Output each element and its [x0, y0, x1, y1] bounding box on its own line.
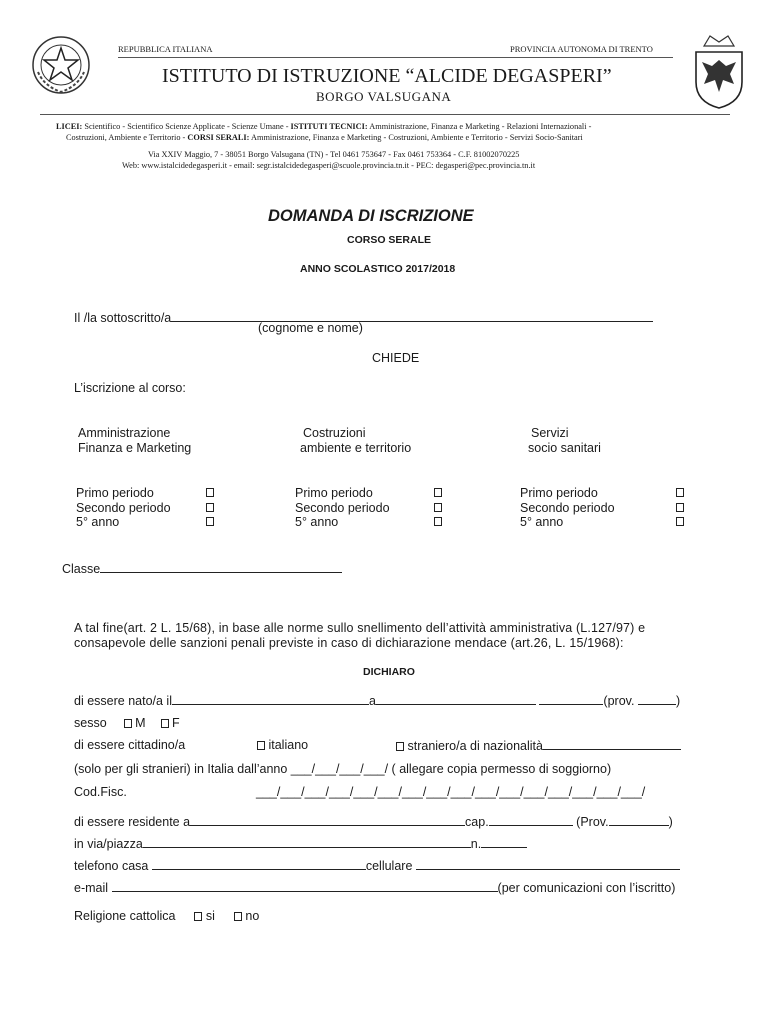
cap-label: cap.	[465, 815, 489, 829]
cf-label: Cod.Fisc.	[74, 785, 127, 799]
residence-label: di essere residente a	[74, 815, 191, 829]
sex-row	[74, 716, 180, 730]
residence-city-field[interactable]	[190, 814, 465, 826]
form-title: DOMANDA DI ISCRIZIONE	[268, 207, 474, 225]
courses-line-1	[56, 122, 591, 131]
tecnici-text: Amministrazione, Finanza e Marketing - Relazioni Internazionali -	[367, 122, 592, 131]
number-label: n.	[470, 837, 482, 851]
checkbox-religion-no[interactable]	[234, 912, 242, 921]
costruzioni-text: Costruzioni, Ambiente e Territorio -	[66, 133, 188, 142]
street-label: in via/piazza	[74, 837, 143, 851]
checkbox-cat-primo[interactable]	[434, 488, 442, 497]
prov2-label: (Prov.	[576, 815, 609, 829]
phone-row	[74, 858, 680, 873]
citizen-label: di essere cittadino/a	[74, 738, 186, 752]
school-year: ANNO SCOLASTICO 2017/2018	[300, 263, 456, 275]
period-cat-1[interactable]: Primo periodo	[295, 486, 373, 500]
religion-no-label: no	[245, 909, 260, 923]
checkbox-sex-m[interactable]	[124, 719, 132, 728]
birth-prov-field[interactable]	[638, 693, 676, 705]
birth-date-field[interactable]	[172, 693, 369, 705]
course-afm	[78, 426, 191, 456]
religion-yes-label: si	[205, 909, 215, 923]
form-subtitle: CORSO SERALE	[347, 234, 432, 246]
header-rule	[40, 114, 730, 115]
declares-label: DICHIARO	[363, 666, 415, 678]
period-sss-3[interactable]: 5° anno	[520, 515, 564, 529]
email-label: e-mail	[74, 881, 109, 895]
course-afm-line2: Finanza e Marketing	[78, 441, 192, 455]
course-cat-line2: ambiente e territorio	[300, 441, 412, 455]
sex-f-label: F	[171, 716, 180, 730]
birth-place-field-2[interactable]	[539, 693, 603, 705]
periods-cat	[295, 486, 390, 530]
purpose-line-1: A tal fine(art. 2 L. 15/68), in base alle norme sullo snellimento dell’attività amministrativa (L.127/97) e	[74, 621, 646, 635]
undersigned-name-field[interactable]	[171, 310, 653, 322]
email-note: (per comunicazioni con l’iscritto)	[497, 881, 676, 895]
checkbox-afm-primo[interactable]	[206, 488, 214, 497]
street-field[interactable]	[143, 836, 471, 848]
italian-label: italiano	[268, 738, 309, 752]
checkbox-sss-secondo[interactable]	[676, 503, 684, 512]
cf-slots[interactable]: ___/___/___/___/___/___/___/___/___/___/___/___/___/___/___/___/	[256, 785, 646, 799]
email-row	[74, 880, 675, 895]
school-town: BORGO VALSUGANA	[316, 89, 452, 104]
checkbox-sss-primo[interactable]	[676, 488, 684, 497]
sex-m-label: M	[135, 716, 146, 730]
street-number-field[interactable]	[481, 836, 527, 848]
class-label: Classe	[62, 562, 101, 576]
course-sss-line1: Servizi	[531, 426, 569, 440]
tecnici-label: ISTITUTI TECNICI:	[290, 122, 368, 131]
course-cat-line1: Costruzioni	[303, 426, 366, 440]
province-crest	[690, 32, 748, 110]
purpose-line-2: consapevole delle sanzioni penali previste in caso di dichiarazione mendace (art.26, L. 15/1968):	[74, 636, 624, 650]
courses-line-2	[66, 133, 583, 142]
course-cat	[300, 426, 411, 456]
sex-label: sesso	[74, 716, 107, 730]
checkbox-afm-quinto[interactable]	[206, 517, 214, 526]
school-name: ISTITUTO DI ISTRUZIONE “ALCIDE DEGASPERI”	[162, 65, 612, 87]
period-afm-1[interactable]: Primo periodo	[76, 486, 154, 500]
school-address: Via XXIV Maggio, 7 - 38051 Borgo Valsugana (TN) - Tel 0461 753647 - Fax 0461 753364 - C.F. 81002070225	[148, 150, 520, 159]
foreign-residence-note: (solo per gli stranieri) in Italia dall’anno ___/___/___/___/ ( allegare copia permesso di soggiorno)	[74, 762, 612, 776]
checkboxes-cat	[434, 486, 442, 530]
checkbox-religion-yes[interactable]	[194, 912, 202, 921]
email-field[interactable]	[112, 880, 498, 892]
checkbox-cat-quinto[interactable]	[434, 517, 442, 526]
religion-label: Religione cattolica	[74, 909, 176, 923]
street-row	[74, 836, 527, 851]
checkbox-sex-f[interactable]	[161, 719, 169, 728]
school-web: Web: www.istalcidedegasperi.it - email: segr.istalcidedegasperi@scuole.provincia.tn.it - PEC: degasperi@pec.provincia.tn.it	[122, 161, 536, 170]
home-phone-label: telefono casa	[74, 859, 149, 873]
header-top-rule	[118, 57, 673, 58]
born-label: di essere nato/a il	[74, 694, 172, 708]
birth-row	[74, 693, 680, 708]
serali-text: Amministrazione, Finanza e Marketing - Costruzioni, Ambiente e Territorio - Servizi Socio-Sanitari	[249, 133, 583, 142]
born-at-label: a	[368, 694, 376, 708]
periods-sss	[520, 486, 615, 530]
licei-text: Scientifico - Scientifico Scienze Applicate - Scienze Umane -	[82, 122, 291, 131]
serali-label: CORSI SERALI:	[187, 133, 250, 142]
course-sss	[528, 426, 601, 456]
religion-row	[74, 909, 259, 923]
birth-place-field[interactable]	[376, 693, 536, 705]
prov-label: (prov.	[603, 694, 635, 708]
mobile-label: cellulare	[365, 859, 413, 873]
class-field[interactable]	[100, 561, 342, 573]
residence-prov-field[interactable]	[609, 814, 669, 826]
enrollment-label: L’iscrizione al corso:	[74, 381, 186, 395]
checkbox-italian[interactable]	[257, 741, 265, 750]
foreign-label: straniero/a di nazionalità	[407, 739, 543, 753]
prov-close: )	[675, 694, 681, 708]
requests-label: CHIEDE	[372, 351, 420, 365]
checkbox-cat-secondo[interactable]	[434, 503, 442, 512]
citizen-foreign	[396, 738, 681, 753]
province-label: PROVINCIA AUTONOMA DI TRENTO	[510, 44, 653, 54]
prov2-close: )	[668, 815, 673, 829]
residence-row	[74, 814, 673, 829]
checkbox-afm-secondo[interactable]	[206, 503, 214, 512]
undersigned-hint: (cognome e nome)	[258, 321, 363, 335]
period-sss-2[interactable]: Secondo periodo	[520, 500, 615, 515]
checkbox-foreign[interactable]	[396, 742, 404, 751]
republic-emblem	[30, 34, 92, 96]
citizen-italian	[257, 738, 308, 752]
period-afm-3[interactable]: 5° anno	[76, 515, 120, 529]
periods-afm	[76, 486, 171, 530]
period-afm-2[interactable]: Secondo periodo	[76, 500, 171, 515]
licei-label: LICEI:	[56, 122, 83, 131]
republic-label: REPUBBLICA ITALIANA	[118, 44, 213, 54]
undersigned-label: Il /la sottoscritto/a	[74, 311, 172, 325]
mobile-field[interactable]	[416, 858, 680, 870]
period-sss-1[interactable]: Primo periodo	[520, 486, 598, 500]
home-phone-field[interactable]	[152, 858, 366, 870]
checkboxes-afm	[206, 486, 214, 530]
checkbox-sss-quinto[interactable]	[676, 517, 684, 526]
period-cat-2[interactable]: Secondo periodo	[295, 500, 390, 515]
course-afm-line1: Amministrazione	[78, 426, 171, 440]
checkboxes-sss	[676, 486, 684, 530]
class-row	[62, 561, 342, 576]
nationality-field[interactable]	[543, 738, 681, 750]
undersigned-row	[74, 310, 653, 325]
period-cat-3[interactable]: 5° anno	[295, 515, 339, 529]
cap-field[interactable]	[489, 814, 573, 826]
course-sss-line2: socio sanitari	[528, 441, 601, 455]
